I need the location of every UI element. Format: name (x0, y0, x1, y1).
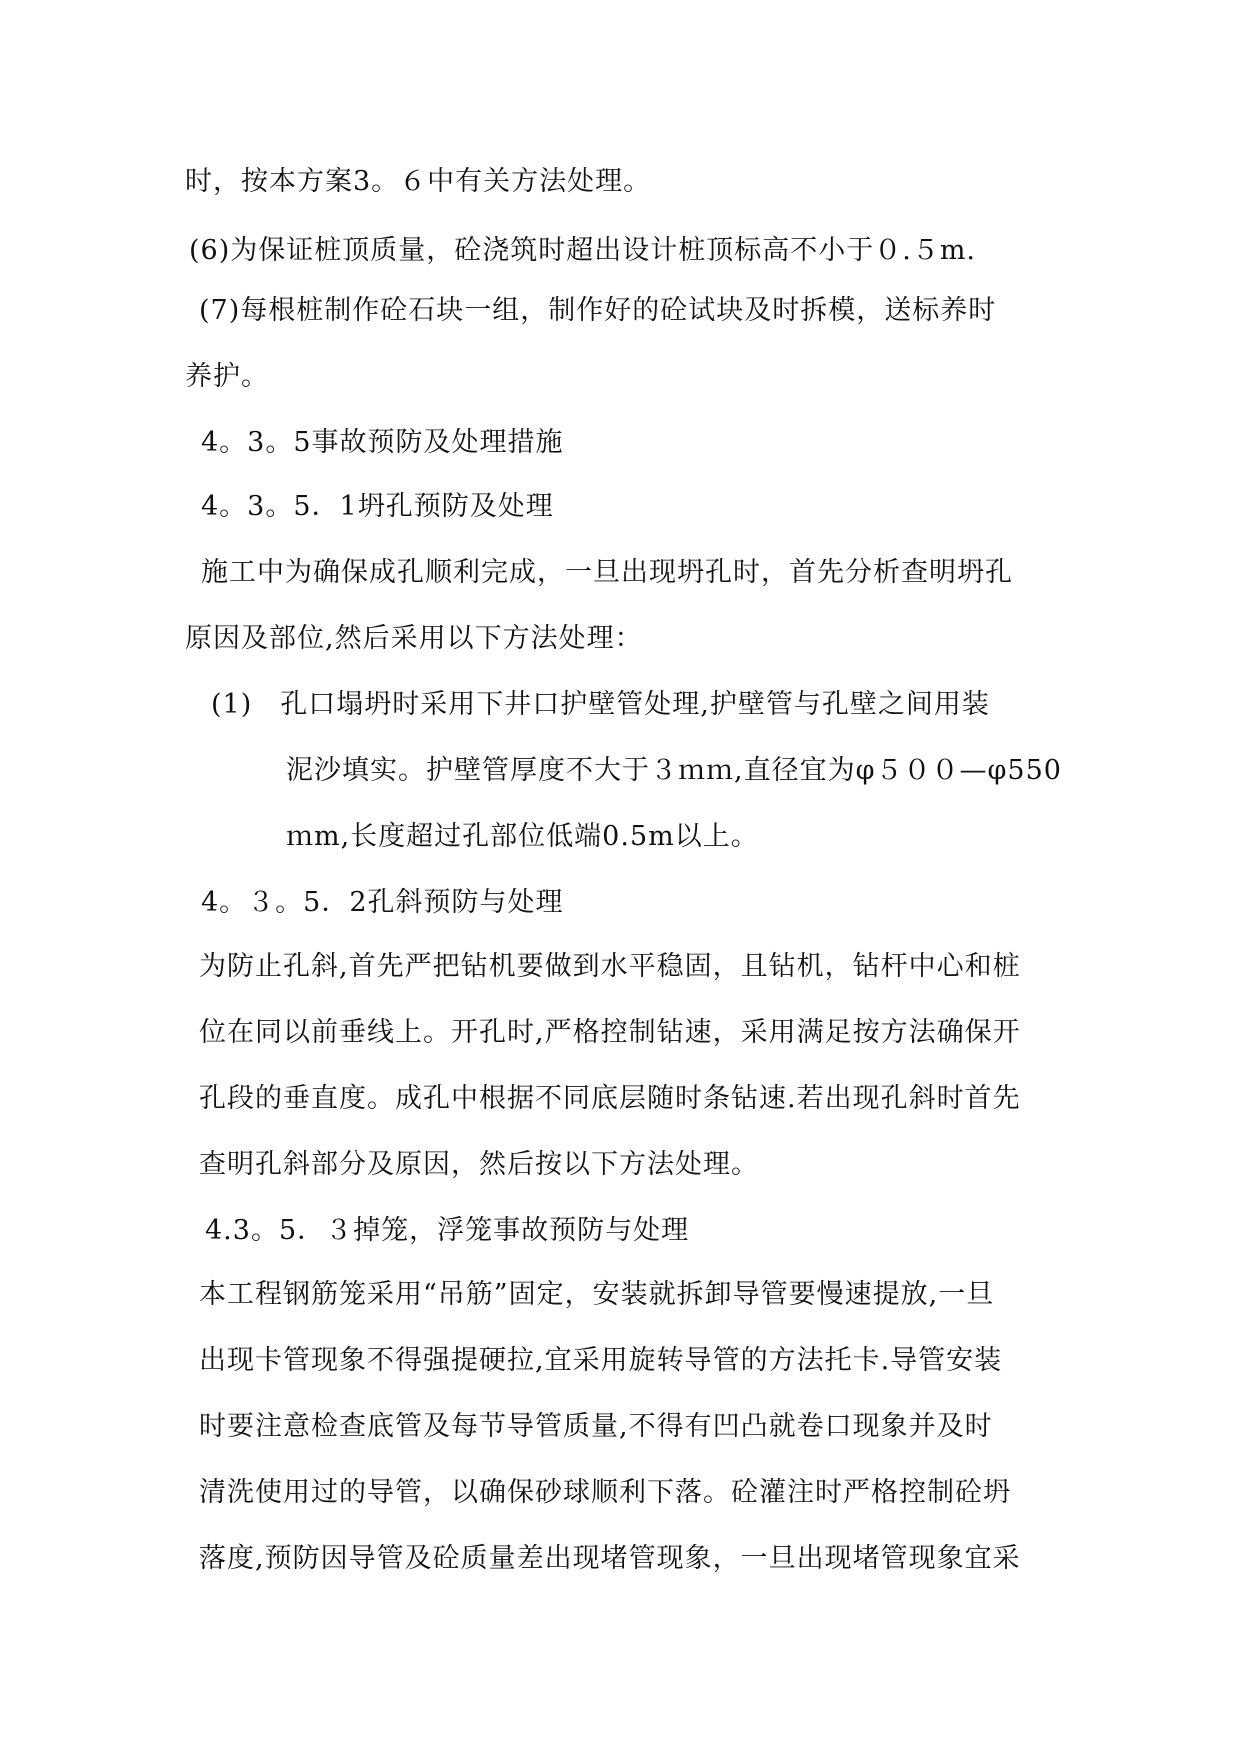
text-line: 养护。 (185, 361, 269, 392)
text-line: 出现卡管现象不得强提硬拉,宜采用旋转导管的方法托卡.导管安装 (199, 1345, 1003, 1376)
list-item-continuation: 泥沙填实。护壁管厚度不大于３ｍｍ,直径宜为φ５００—φ550 (286, 755, 1062, 786)
list-item: (1) 孔口塌坍时采用下井口护壁管处理,护壁管与孔壁之间用装 (211, 689, 990, 720)
text-line: 孔段的垂直度。成孔中根据不同底层随时条钻速.若出现孔斜时首先 (199, 1083, 1021, 1114)
text-line: 本工程钢筋笼采用“吊筋”固定，安装就拆卸导管要慢速提放,一旦 (199, 1279, 995, 1310)
section-heading: 4。3。5事故预防及处理措施 (201, 427, 564, 458)
text-line: 原因及部位,然后采用以下方法处理： (185, 623, 643, 654)
section-heading: 4。3。5．1坍孔预防及处理 (201, 491, 554, 522)
text-line: (7)每根桩制作砼石块一组，制作好的砼试块及时拆模，送标养时 (199, 295, 997, 326)
text-line: 位在同以前垂线上。开孔时,严格控制钻速，采用满足按方法确保开 (199, 1017, 1021, 1048)
text-line: 时要注意检查底管及每节导管质量,不得有凹凸就卷口现象并及时 (199, 1411, 993, 1442)
text-line: 落度,预防因导管及砼质量差出现堵管现象，一旦出现堵管现象宜采 (199, 1543, 1021, 1574)
text-line: 为防止孔斜,首先严把钻机要做到水平稳固，且钻机，钻杆中心和桩 (199, 951, 1021, 982)
text-line: 查明孔斜部分及原因，然后按以下方法处理。 (199, 1149, 759, 1180)
text-line: (6)为保证桩顶质量，砼浇筑时超出设计桩顶标高不小于０.５m. (189, 235, 977, 266)
section-heading: 4.3。5．３掉笼，浮笼事故预防与处理 (205, 1215, 690, 1246)
text-line: 清洗使用过的导管，以确保砂球顺利下落。砼灌注时严格控制砼坍 (199, 1477, 1011, 1508)
list-item-continuation: ｍm,长度超过孔部位低端0.5m以上。 (286, 821, 759, 852)
text-line: 时，按本方案3。６中有关方法处理。 (185, 166, 652, 197)
section-heading: 4。３。5．2孔斜预防与处理 (201, 887, 564, 918)
text-line: 施工中为确保成孔顺利完成，一旦出现坍孔时，首先分析查明坍孔 (201, 557, 1013, 588)
